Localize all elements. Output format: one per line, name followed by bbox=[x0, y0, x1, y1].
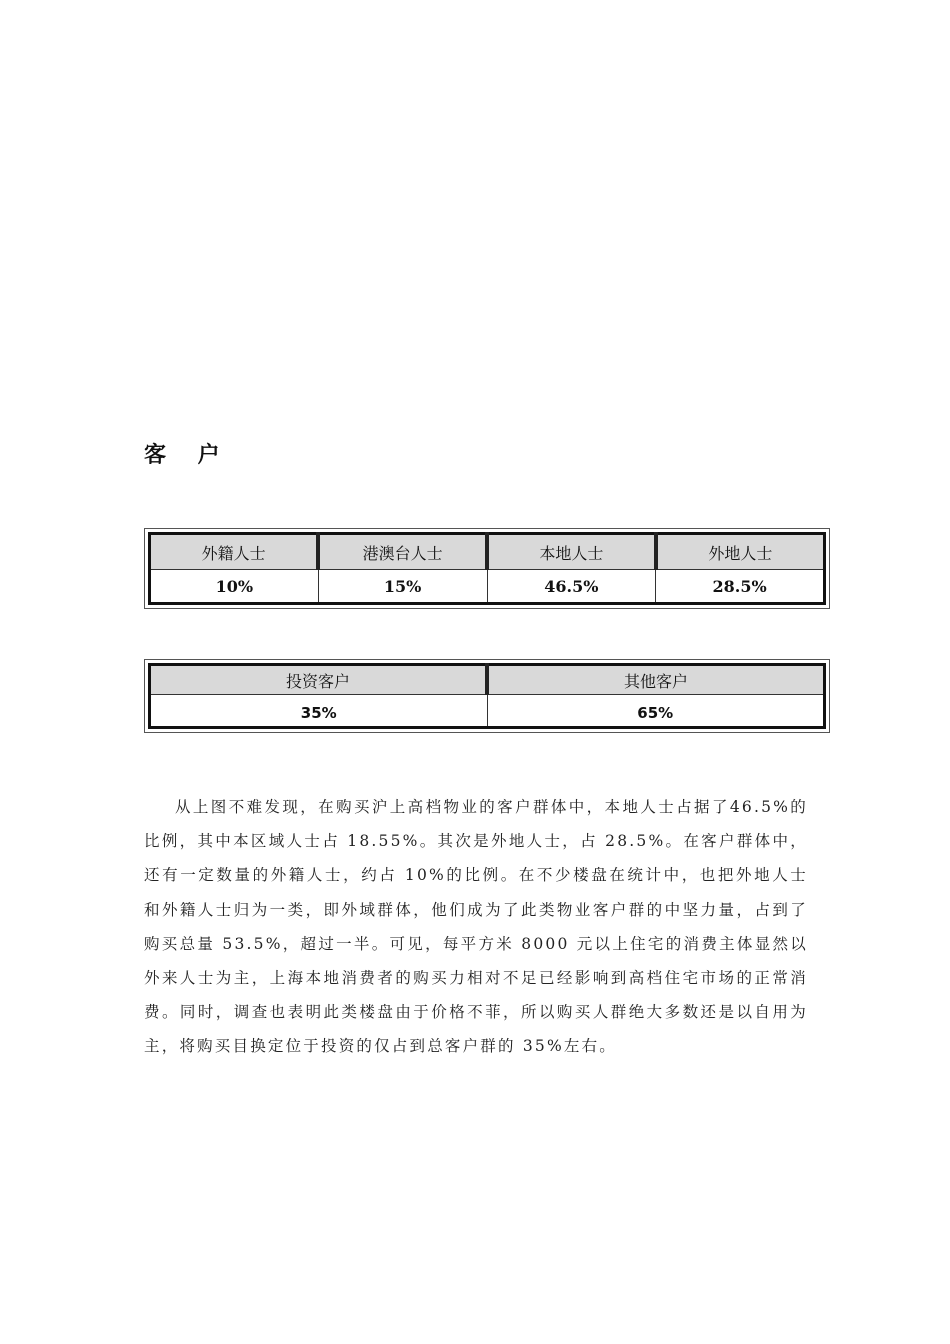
table-row bbox=[150, 570, 825, 604]
customer-purpose-table bbox=[148, 663, 826, 729]
value-non-local: 28.5% bbox=[656, 570, 825, 604]
value-investment: 35% bbox=[150, 695, 488, 728]
analysis-paragraph: 从上图不难发现，在购买沪上高档物业的客户群体中，本地人士占据了46.5%的比例，其中本区域人士占 18.55%。其次是外地人士，占 28.5%。在客户群体中，还有一定数量的外籍人士，约占 10%的比例。在不少楼盘在统计中，也把外地人士和外籍人士归为一类，即外域群体，他们成为了此类物业客户群的中坚力量，占到了购买总量 53.5%，超过一半。可见，每平方米 8000 元以上住宅的消费主体显然以外来人士为主，上海本地消费者的购买力相对不足已经影响到高档住宅市场的正常消费。同时，调查也表明此类楼盘由于价格不菲，所以购买人群绝大多数还是以自用为主，将购买目换定位于投资的仅占到总客户群的 35%左右。 bbox=[144, 798, 808, 1056]
header-other: 其他客户 bbox=[487, 665, 825, 695]
value-other: 65% bbox=[487, 695, 825, 728]
customer-purpose-table-frame bbox=[144, 659, 830, 733]
header-hk-macau-taiwan: 港澳台人士 bbox=[318, 534, 487, 570]
header-local: 本地人士 bbox=[487, 534, 656, 570]
customer-origin-table bbox=[148, 532, 826, 605]
value-local: 46.5% bbox=[487, 570, 656, 604]
value-hk-macau-taiwan: 15% bbox=[318, 570, 487, 604]
header-non-local: 外地人士 bbox=[656, 534, 825, 570]
header-foreign: 外籍人士 bbox=[150, 534, 319, 570]
header-investment: 投资客户 bbox=[150, 665, 488, 695]
section-heading: 客 户 bbox=[144, 443, 232, 468]
table-header-row bbox=[150, 665, 825, 695]
table-row bbox=[150, 695, 825, 728]
table-header-row bbox=[150, 534, 825, 570]
value-foreign: 10% bbox=[150, 570, 319, 604]
customer-origin-table-frame bbox=[144, 528, 830, 609]
